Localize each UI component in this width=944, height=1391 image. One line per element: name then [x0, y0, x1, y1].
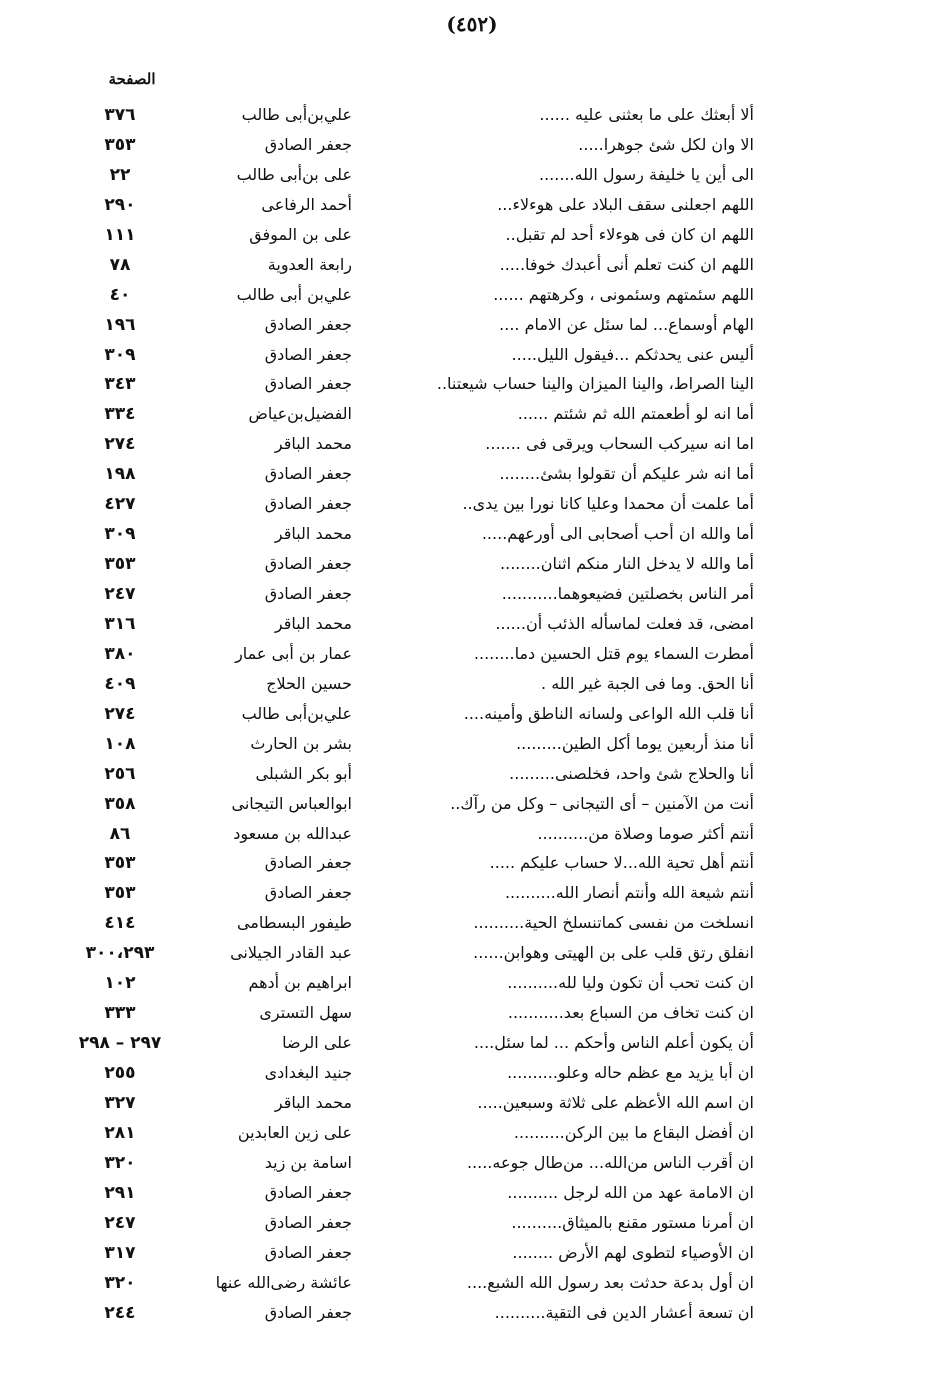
quote-text: ان أفضل البقاع ما بين الركن..........	[513, 1122, 754, 1142]
author-name: جعفر الصادق	[264, 584, 352, 603]
page-reference: ٢٥٦	[104, 763, 136, 784]
index-row	[0, 1148, 944, 1178]
page-reference: ٣٤٣	[104, 374, 136, 395]
quote-text: أنتم أكثر صوما وصلاة من..........	[537, 823, 754, 843]
index-row	[0, 938, 944, 968]
index-row	[0, 160, 944, 190]
author-name: أحمد الرفاعى	[261, 194, 352, 214]
index-row	[0, 459, 944, 489]
index-row	[0, 579, 944, 609]
quote-text: اما انه سيركب السحاب ويرقى فى .......	[485, 434, 754, 454]
author-name: أبو بكر الشبلى	[255, 763, 352, 783]
author-name: علي‌بن‌أبى طالب	[241, 703, 352, 723]
index-row	[0, 1298, 944, 1328]
index-row	[0, 549, 944, 579]
quote-text: الهام أوسماع... لما سئل عن الامام ....	[499, 314, 754, 334]
page-reference: ٣٥٣	[104, 134, 136, 155]
index-row	[0, 1238, 944, 1268]
author-name: محمد الباقر	[274, 524, 352, 544]
page-reference: ٢٩١	[104, 1182, 136, 1203]
page-reference: ٣١٦	[104, 613, 136, 634]
author-name: جعفر الصادق	[264, 494, 352, 514]
quote-text: أما انه لو أطعمتم الله ثم شئتم ......	[517, 404, 754, 424]
quote-text: اللهم سئمتهم وسئمونى ، وكرهتهم ......	[493, 284, 754, 304]
author-name: محمد الباقر	[274, 434, 352, 454]
quote-text: انفلق رتق قلب على بن الهيتى وهوابن......	[473, 943, 754, 963]
author-name: جعفر الصادق	[264, 853, 352, 873]
page-reference: ٣٣٤	[104, 404, 136, 425]
quote-text: أما انه شر عليكم أن تقولوا بشئ........	[499, 464, 754, 484]
page-reference: ٣٠٩	[104, 344, 136, 365]
index-row	[0, 519, 944, 549]
quote-text: أمطرت السماء يوم قتل الحسين دما........	[473, 643, 754, 663]
index-row	[0, 1088, 944, 1118]
index-row	[0, 280, 944, 310]
author-name: عبدالله بن مسعود	[233, 823, 352, 843]
page-reference: ٨٦	[109, 823, 131, 844]
author-name: جعفر الصادق	[264, 374, 352, 394]
index-row	[0, 1268, 944, 1298]
page-reference: ٢٤٧	[104, 584, 136, 604]
quote-text: ان اسم الله الأعظم على ثلاثة وسبعين.....	[477, 1092, 754, 1112]
page-reference: ٢٤٤	[104, 1302, 136, 1323]
page-reference: ٣١٧	[104, 1242, 136, 1263]
quote-text: أما علمت أن محمدا وعليا كانا نورا بين يدى..	[462, 494, 754, 514]
index-row	[0, 130, 944, 160]
author-name: ابراهيم بن أدهم	[248, 973, 352, 993]
author-name: جعفر الصادق	[264, 1212, 352, 1232]
quote-text: أنت من الآمنين – أى التيجانى – وكل من رآك..	[450, 793, 754, 813]
index-row	[0, 399, 944, 429]
quote-text: ان أقرب الناس من‌الله... من‌طال جوعه.....	[466, 1152, 754, 1172]
author-name: جعفر الصادق	[264, 883, 352, 903]
page-reference: ٣٣٣	[104, 1003, 136, 1024]
index-row	[0, 1208, 944, 1238]
page-reference: ٢٧٤	[104, 434, 136, 455]
author-name: رابعة العدوية	[267, 254, 352, 274]
index-row	[0, 819, 944, 849]
page-reference: ٤٠	[109, 284, 131, 305]
quote-text: أما والله ان أحب أصحابى الى أورعهم.....	[481, 524, 754, 544]
author-name: محمد الباقر	[274, 613, 352, 633]
author-name: ابوالعباس التيجانى	[231, 793, 352, 813]
page-reference: ٧٨	[109, 254, 131, 275]
quote-text: أليس عنى يحدثكم ...فيقول الليل.....	[511, 344, 754, 364]
quote-text: أنا منذ أربعين يوما أكل الطين.........	[516, 733, 754, 753]
index-row	[0, 759, 944, 789]
index-row	[0, 220, 944, 250]
author-name: الفضيل‌بن‌عياض	[248, 404, 352, 424]
author-name: على بن‌أبى طالب	[236, 164, 352, 184]
index-row	[0, 998, 944, 1028]
quote-text: أنا قلب الله الواعى ولسانه الناطق وأمينه....	[463, 703, 754, 723]
author-name: طيفور البسطامى	[236, 913, 352, 933]
quote-text: ان كنت تحب أن تكون وليا لله..........	[507, 973, 754, 993]
quote-text: امضى، قد فعلت لماسأله الذئب أن......	[495, 613, 754, 633]
author-name: عائشة رضى‌الله عنها	[215, 1272, 352, 1292]
index-row	[0, 429, 944, 459]
author-name: على الرضا	[282, 1033, 352, 1053]
quote-text: أما والله لا يدخل النار منكم اثنان........	[500, 554, 754, 574]
quote-text: أن يكون أعلم الناس وأحكم ... لما سئل....	[473, 1033, 754, 1053]
author-name: عمار بن أبى عمار	[235, 643, 352, 663]
quote-text: أمر الناس بخصلتين فضيعوهما...........	[501, 584, 754, 603]
page-reference: ٤٠٩	[104, 673, 136, 694]
page-reference: ٢٩٧ – ٢٩٨	[78, 1033, 162, 1054]
author-name: علي‌بن أبى طالب	[236, 284, 352, 304]
author-name: جعفر الصادق	[264, 344, 352, 364]
author-name: محمد الباقر	[274, 1092, 352, 1112]
author-name: جعفر الصادق	[264, 1242, 352, 1262]
author-name: على زين العابدين	[237, 1122, 352, 1142]
quote-text: الينا الصراط، والينا الميزان والينا حساب شيعتنا..	[436, 374, 754, 394]
author-name: عبد القادر الجيلانى	[230, 943, 352, 963]
page-reference: ١٠٨	[104, 733, 136, 754]
page-reference: ٣٠٠،٢٩٣	[85, 943, 155, 964]
page-reference: ١٩٦	[104, 314, 136, 335]
page-reference: ٤٢٧	[104, 494, 136, 515]
page-reference: ٣٧٦	[104, 105, 136, 125]
index-row	[0, 250, 944, 280]
page-reference: ٢٤٧	[104, 1212, 136, 1233]
page-reference: ٣٥٣	[104, 853, 136, 874]
author-name: جعفر الصادق	[264, 314, 352, 334]
author-name: حسين الحلاج	[266, 673, 352, 693]
quote-text: الا وان لكل شئ جوهرا.....	[578, 134, 754, 154]
page-reference: ٣٠٩	[104, 524, 136, 545]
index-row	[0, 848, 944, 878]
page-reference: ١٠٢	[104, 973, 136, 994]
page-reference: ٢٨١	[104, 1122, 136, 1143]
page-reference: ٣٥٨	[104, 793, 136, 814]
index-row	[0, 100, 944, 130]
page-reference: ٣٨٠	[104, 643, 136, 664]
index-row	[0, 340, 944, 370]
page-column-header: الصفحة	[108, 70, 156, 88]
author-name: جعفر الصادق	[264, 554, 352, 574]
index-row	[0, 1178, 944, 1208]
index-row	[0, 669, 944, 699]
index-row	[0, 310, 944, 340]
page-reference: ١٩٨	[104, 464, 136, 485]
author-name: جعفر الصادق	[264, 1302, 352, 1322]
quote-text: اللهم ان كنت تعلم أنى أعبدك خوفا.....	[499, 254, 754, 274]
quote-text: أنتم أهل تحية الله...لا حساب عليكم .....	[489, 853, 754, 873]
quote-text: ان أمرنا مستور مقنع بالميثاق..........	[511, 1212, 754, 1232]
page-number: (٤٥٢)	[446, 12, 498, 36]
index-table	[0, 100, 944, 1327]
index-row	[0, 878, 944, 908]
quote-text: أنا الحق. وما فى الجبة غير الله .	[541, 673, 754, 693]
author-name: اسامة بن زيد	[264, 1152, 352, 1172]
page-reference: ٣٢٠	[104, 1272, 136, 1293]
page-reference: ٢٧٤	[104, 703, 136, 724]
index-row	[0, 1118, 944, 1148]
author-name: سهل التسترى	[259, 1003, 352, 1023]
page-reference: ٢٥٥	[104, 1063, 136, 1083]
page-reference: ٣٥٣	[104, 883, 136, 904]
index-row	[0, 699, 944, 729]
page-reference: ٣٢٠	[104, 1152, 136, 1173]
author-name: جنيد البغدادى	[264, 1063, 352, 1082]
quote-text: ان أبا يزيد مع عظم حاله وعلو..........	[507, 1063, 754, 1082]
author-name: بشر بن الحارث	[250, 733, 352, 753]
quote-text: ان الأوصياء لتطوى لهم الأرض ........	[512, 1242, 754, 1262]
author-name: علي‌بن‌أبى طالب	[241, 105, 352, 124]
quote-text: أنتم شيعة الله وأنتم أنصار الله..........	[504, 883, 754, 903]
index-row	[0, 369, 944, 399]
index-row	[0, 609, 944, 639]
index-row	[0, 908, 944, 938]
author-name: جعفر الصادق	[264, 464, 352, 484]
page-reference: ٢٢	[109, 164, 131, 185]
author-name: على بن الموفق	[249, 224, 352, 244]
author-name: جعفر الصادق	[264, 1182, 352, 1202]
index-row	[0, 489, 944, 519]
author-name: جعفر الصادق	[264, 134, 352, 154]
page-reference: ٢٩٠	[104, 194, 136, 215]
quote-text: ان أول بدعة حدثت بعد رسول الله الشبع....	[466, 1272, 754, 1292]
quote-text: أنا والحلاج شئ واحد، فخلصنى.........	[509, 763, 754, 783]
quote-text: اللهم ان كان فى هوءلاء أحد لم تقبل..	[505, 224, 754, 244]
index-row	[0, 789, 944, 819]
index-row	[0, 1028, 944, 1058]
quote-text: الى أين يا خليفة رسول الله.......	[539, 164, 754, 184]
index-row	[0, 639, 944, 669]
quote-text: ان الامامة عهد من الله لرجل ..........	[507, 1182, 754, 1202]
index-row	[0, 190, 944, 220]
quote-text: اللهم اجعلنى سقف البلاد على هوءلاء...	[497, 194, 754, 214]
quote-text: ألا أبعثك على ما بعثنى عليه ......	[539, 105, 754, 124]
page-reference: ٣٥٣	[104, 554, 136, 575]
page-reference: ١١١	[104, 224, 136, 245]
index-row	[0, 1058, 944, 1088]
quote-text: ان تسعة أعشار الدين فى التقية..........	[494, 1302, 754, 1322]
quote-text: ان كنت تخاف من السباع بعد...........	[507, 1003, 754, 1023]
index-row	[0, 968, 944, 998]
page-reference: ٤١٤	[104, 913, 136, 934]
index-row	[0, 729, 944, 759]
page-reference: ٣٢٧	[104, 1092, 136, 1113]
quote-text: انسلخت من نفسى كماتنسلخ الحية..........	[473, 913, 754, 933]
